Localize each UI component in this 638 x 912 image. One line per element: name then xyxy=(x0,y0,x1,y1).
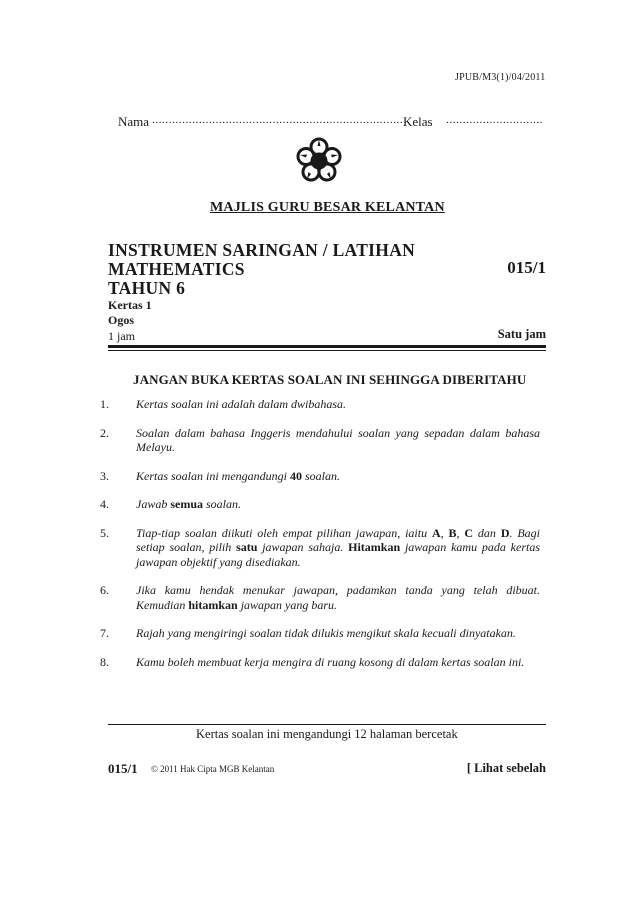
name-field[interactable]: ........................................................................... xyxy=(152,114,404,126)
duration-short: 1 jam xyxy=(108,329,135,343)
turn-over-note: [ Lihat sebelah xyxy=(466,761,546,775)
paper-number: Kertas 1 xyxy=(108,298,152,312)
footer-subject-code: 015/1 xyxy=(108,761,138,776)
copyright-notice: © 2011 Hak Cipta MGB Kelantan xyxy=(151,764,275,774)
instruction-text xyxy=(136,655,540,670)
instruction-number: 1. xyxy=(100,397,109,411)
instruction-emphasis: B xyxy=(448,525,457,540)
instruction-item xyxy=(100,397,540,412)
instruction-emphasis: Hitamkan xyxy=(348,540,401,554)
instruction-fragment: soalan. xyxy=(302,468,341,483)
instruction-number: 8. xyxy=(100,654,109,669)
council-name: MAJLIS GURU BESAR KELANTAN xyxy=(210,200,445,215)
instruction-number: 5. xyxy=(100,525,109,540)
subject-name: MATHEMATICS xyxy=(108,259,245,279)
instruction-fragment: Soalan dalam bahasa Inggeris mendahului soalan yang sepadan dalam bahasa Melayu. xyxy=(136,425,540,454)
instruction-text xyxy=(136,469,540,484)
subject-code: 015/1 xyxy=(507,258,546,277)
exam-month: Ogos xyxy=(108,313,135,327)
header-divider-thick xyxy=(108,345,546,348)
instruction-emphasis: semua xyxy=(170,497,204,511)
instruction-fragment: soalan. xyxy=(203,497,242,511)
header-divider-thin xyxy=(108,350,546,351)
instruction-fragment: Kertas soalan ini mengandungi xyxy=(136,468,291,483)
instruction-number: 3. xyxy=(100,468,109,483)
page-count-note: Kertas soalan ini mengandungi 12 halaman bercetak xyxy=(196,727,458,741)
instruction-fragment: dan xyxy=(473,525,501,540)
instruction-fragment: jawapan yang baru. xyxy=(237,597,338,612)
instruction-text xyxy=(136,526,540,570)
instruction-item xyxy=(100,655,540,670)
instruction-emphasis: A xyxy=(431,525,441,540)
instruction-item xyxy=(100,626,540,641)
year-level: TAHUN 6 xyxy=(108,278,186,298)
reference-code: JPUB/M3(1)/04/2011 xyxy=(455,72,546,83)
instruction-fragment: Jika kamu hendak menukar jawapan, padamkan tanda yang telah dibuat. Kemudian xyxy=(136,583,540,612)
instruction-fragment: , xyxy=(440,525,449,540)
instruction-fragment: Kamu boleh membuat kerja mengira di ruang kosong di dalam kertas soalan ini. xyxy=(136,654,525,669)
exam-title: INSTRUMEN SARINGAN / LATIHAN xyxy=(108,240,416,260)
instruction-number: 7. xyxy=(100,626,109,640)
instruction-emphasis: D xyxy=(500,525,510,540)
instruction-text xyxy=(136,426,540,455)
instruction-text xyxy=(136,583,540,612)
instruction-item xyxy=(100,426,540,455)
instruction-fragment: . Bagi setiap soalan, pilih xyxy=(136,525,541,554)
instruction-item xyxy=(100,526,540,570)
instruction-emphasis: C xyxy=(464,525,474,540)
footer-divider xyxy=(108,724,546,725)
instruction-fragment: Kertas soalan ini adalah dalam dwibahasa. xyxy=(136,397,347,411)
instruction-fragment: Rajah yang mengiringi soalan tidak dilukis mengikut skala kecuali dinyatakan. xyxy=(136,626,516,640)
instruction-text xyxy=(136,497,540,512)
instruction-number: 4. xyxy=(100,497,109,511)
instruction-number: 2. xyxy=(100,425,109,440)
instruction-item xyxy=(100,469,540,484)
instruction-fragment: jawapan kamu pada kertas jawapan objektif yang disediakan. xyxy=(136,540,540,569)
name-label: Nama xyxy=(118,114,150,129)
duration-long: Satu jam xyxy=(497,327,546,341)
instruction-emphasis: 40 xyxy=(290,468,303,483)
class-field[interactable]: ............................. xyxy=(446,114,544,126)
instruction-fragment: Jawab xyxy=(136,497,171,511)
instruction-fragment: , xyxy=(456,525,465,540)
instruction-text xyxy=(136,626,540,641)
instruction-fragment: jawapan sahaja. xyxy=(257,540,349,554)
instruction-text xyxy=(136,397,540,412)
class-label: Kelas xyxy=(403,114,433,129)
instruction-emphasis: hitamkan xyxy=(188,597,238,612)
warning-notice: JANGAN BUKA KERTAS SOALAN INI SEHINGGA DIBERITAHU xyxy=(133,372,527,387)
flower-emblem-icon xyxy=(294,136,344,186)
instruction-item xyxy=(100,497,540,512)
instruction-item xyxy=(100,583,540,612)
instruction-emphasis: satu xyxy=(236,540,258,554)
instruction-fragment: Tiap-tiap soalan diikuti oleh empat pilihan jawapan, iaitu xyxy=(136,525,432,540)
instruction-number: 6. xyxy=(100,583,109,597)
instructions-list xyxy=(100,397,540,683)
